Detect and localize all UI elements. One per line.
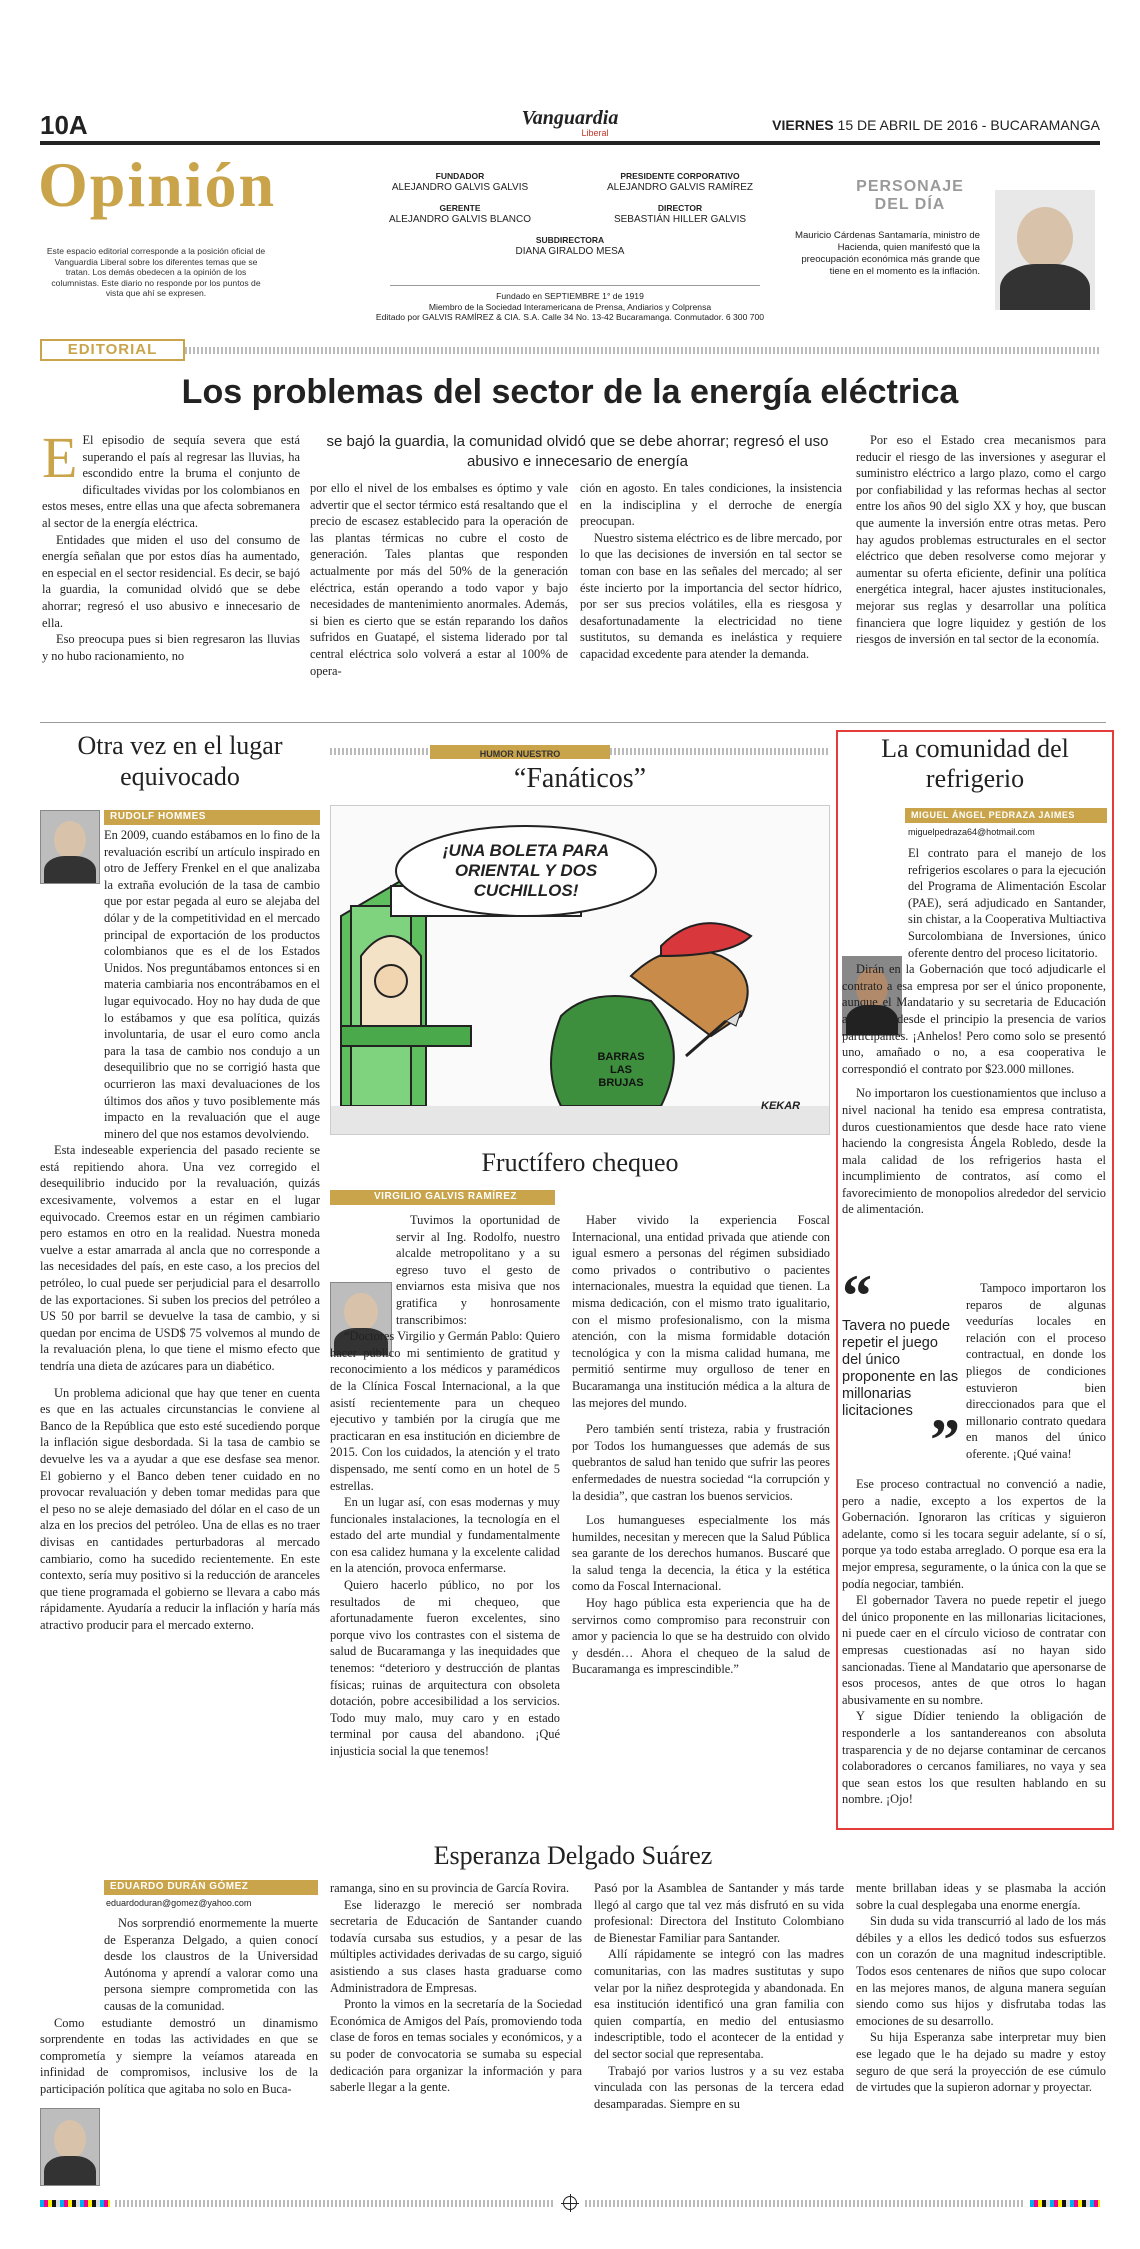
director-name: SEBASTIÁN HILLER GALVIS [613, 214, 747, 225]
refrigerio-p4: Tampoco importaron los reparos de algunas veedurías locales en relación con el proceso contractual, en donde los pliegos de condiciones estuvieron bien direccionados para que el millonario contrato quedara en manos del único oferente. ¡Qué vaina! [966, 1281, 1106, 1461]
editorial-headline: Los problemas del sector de la energía eléctrica [181, 373, 959, 411]
subdirectora-name: DIANA GIRALDO MESA [515, 246, 625, 257]
editorial-p6: Nuestro sistema eléctrico es de libre mercado, por lo que las decisiones de inversión en tal sector se toman con base en las señales del mercado; al ser éste incierto por la importancia del sector hídrico, por ser sus precios volátiles, ella es riesgosa y desafortunadamente la electricidad no tiene sustitutos, su demanda es inelástica y requiere capacidad excedente para atender la demanda. [580, 530, 842, 661]
editorial-p7: Por eso el Estado crea mecanismos para reducir el riesgo de las inversiones y asegurar el suministro eléctrico a largo plazo, como el cargo por confiabilidad y las reformas hechas al sector entre los años 90 del siglo XX y hoy, que buscan que aumente la inversión entre otras metas. Pero hay agudos problemas estructurales en el sector eléctrico que deben resolverse como mejorar y aumentar su oferta eficiente, definir una política energética integral, hacer ajustes institucionales, mejorar sus reglas y desarrollar una política financiera que logre liquidez y gestión de los riesgos de inversión en tal sector de la economía. [856, 433, 1106, 647]
esperanza-p4: Ese liderazgo le mereció ser nombrada secretaria de Educación de Santander cuando todavía cursaba sus estudios, y a pesar de las múltiples actividades derivadas de su cargo, siguió asistiendo a sus clases hasta graduarse como Administradora de Empresas. [330, 1897, 582, 1995]
cartoon-stripe-left [330, 748, 430, 755]
chequeo-p3: En un lugar así, con esas modernas y muy funcionales instalaciones, la tecnología en el estado del arte mundial y fundamentalmente con esa calidez humana y la excelente calidad en la atención, provoca enfermarse. [330, 1495, 560, 1576]
hommes-author [104, 810, 320, 825]
cartoon-stripe-right [610, 748, 830, 755]
chequeo-p5: Haber vivido la experiencia Foscal Internacional, una entidad privada que atiende con igual esmero a personas del régimen subsidiado como privados o contributivo o pacientes internacionales, muestra la equidad que tienen. La misma dedicación, con el mismo trato igualitario, con el mismo profesionalismo, con la misma atención, con la misma formidable dotación tecnológica y con la misma calidad humana, me permitió sentirme muy orgulloso de tener en Bucaramanga una institución médica a la altura de las mejores del mundo. [572, 1213, 830, 1410]
header-date [772, 116, 1100, 134]
founded-line: Fundado en SEPTIEMBRE 1° de 1919 [496, 291, 644, 301]
editorial-pullquote: se bajó la guardia, la comunidad olvidó que se debe ahorrar; regresó el uso abusivo e innecesario de energía [326, 433, 829, 470]
editorial-col2 [310, 480, 568, 679]
refrigerio-quote: Tavera no puede repetir el juego del único proponente en las millonarias licitaciones [842, 1318, 959, 1419]
editorial-col1 [42, 425, 300, 664]
masthead-divider [390, 285, 760, 286]
refrigerio-p6: El gobernador Tavera no puede repetir el juego del único proponente en las millonarias licitaciones, ni puede caer en el círculo vicioso de contratar con empresas cuestionadas así no hayan sido sancionadas. Tiene al Mandatario que apersonarse de esos procesos, antes de que otros lo hagan abusivamente en su nombre. [842, 1593, 1106, 1707]
gerente-label: GERENTE [439, 203, 481, 213]
cartoon-panel [330, 805, 830, 1135]
esperanza-author [104, 1880, 318, 1895]
hommes-p2: Esta indeseable experiencia del pasado reciente se está repitiendo ahora. Una vez corregido el desequilibrio inducido por la revaluación, quizás excesivamente, volvemos a estar en el lugar equivocado. Creemos estar en un régimen cambiario pero estamos en otro en la realidad. Nuestra moneda vuelve a estar amarrada al ancla que no corresponde a las necesidades del país, en este caso, a los precios del petróleo, lo cual puede ser perjudicial para el desarrollo de las exportaciones. Si suben los precios del petróleo a US 50 por barril se devuelve la tasa de cambio, y si quedan por encima de USD$ 75 volvemos al mundo de la revaluación plena, lo que tiene el mismo efecto que tendría una dieta de azúcares para un diabético. [40, 1143, 320, 1373]
subdirectora-label: SUBDIRECTORA [535, 235, 605, 245]
personaje-photo [995, 190, 1095, 310]
chequeo-title: Fructífero chequeo [481, 1148, 679, 1177]
refrigerio-quote-box [842, 1263, 960, 1473]
chequeo-p6: Pero también sentí tristeza, rabia y frustración por Todos los humanguesses que además de sus quebrantos de salud han tenido que sufrir las peores enfermedades de nuestra sociedad “la corrupción y la desidia”, que castran los buenos servicios. [572, 1422, 830, 1503]
personaje-title-1: PERSONAJE [856, 178, 964, 195]
refrigerio-title: La comunidad del refrigerio [881, 734, 1069, 793]
imprint [330, 291, 810, 323]
editorial-p4: por ello el nivel de los embalses es óptimo y vale advertir que el sector térmico está resaltando que el precio de escasez establecido para la operación de las plantas térmicas no cubre el costo de generación. Tales plantas que responden actualmente por más del 50% de la generación eléctrica, están operando a todo vapor y bajo necesidades de mantenimiento anormales. Además, si bien es cierto que se están reparando los daños sufridos en Guatapé, el sistema liderado por tal central eléctrica solo volverá a estar al 100% de opera- [310, 481, 568, 678]
section-note: Este espacio editorial corresponde a la posición oficial de Vanguardia Liberal sobre los diferentes temas que se tratan. Los demás obedecen a la opinión de los columnistas. Este diario no responde por los puntos de vista que ahí se expresen. [46, 246, 266, 299]
open-quote-icon: “ [842, 1263, 872, 1329]
editorial-stripe [185, 347, 1100, 354]
esperanza-col1 [40, 1915, 318, 2098]
section-divider [40, 722, 1106, 723]
refrigerio-p2: Dirán en la Gobernación que tocó adjudicarle el contrato a esa empresa por ser el único proponente, aunque el Mandatario y su secretaria de Educación anhelaban desde el principio la presencia de varios participantes. ¡Anhelos! Pero como solo se presentó uno, amañado o no, a esa cooperativa le correspondió el contrato por $23.000 millones. [842, 962, 1106, 1076]
editorial-dropcap: E [42, 425, 78, 490]
staff-box [360, 170, 780, 258]
editorial-p1: El episodio de sequía severa que está superando el país al regresar las lluvias, ha escondido entre la bruma el conjunto de dificultades vividas por los colombianos en estos meses, entre ellas una que afecta sobremanera al sector de la energía eléctrica. [42, 433, 300, 530]
editorial-p5: ción en agosto. En tales condiciones, la insistencia en la indisciplina y el derroche de energía preocupan. [580, 481, 842, 529]
gerente-name: ALEJANDRO GALVIS BLANCO [388, 214, 532, 225]
close-quote-icon: ” [930, 1407, 960, 1473]
footer-color-bar-right [1030, 2200, 1100, 2207]
refrigerio-p3: No importaron los cuestionamientos que incluso a nivel nacional ha tenido esa empresa contratista, duros cuestionamientos que desde hace rato viene haciendo la congresista Ángela Robledo, desde la mala calidad de los refrigerios hasta el incumplimiento de contratos, así como el favorecimiento de monopolios alrededor del servicio de alimentación. [842, 1086, 1106, 1217]
cartoon-title: “Fanáticos” [513, 763, 647, 794]
hommes-title: Otra vez en el lugar equivocado [77, 731, 283, 791]
chequeo-p7: Los humangueses especialmente los más humildes, necesitan y merecen que la Salud Pública sea garante de los derechos humanos. Buscaré que la salud tenga la decencia, la ética y la estética como da Foscal Internacional. [572, 1513, 830, 1594]
editorial-tag-text: EDITORIAL [67, 340, 158, 358]
chequeo-p2: “Doctores Virgilio y Germán Pablo: Quiero hacer público mi sentimiento de gratitud y reconocimiento a los médicos y paramédicos de la Clínica Foscal Internacional, a la que asistí recientemente para un chequeo ejecutivo y también por la cirugía que me practicaran en esa institución en diciembre de 2015. Con los cuidados, la atención y el trato dispensado, me sentí como en un hotel de 5 estrellas. [330, 1329, 560, 1493]
registration-mark-icon [563, 2196, 577, 2210]
esperanza-p5: Pronto la vimos en la secretaría de la Sociedad Económica de Amigos del País, promoviendo toda clase de foros en temas sociales y económicos, y a su poder de convocatoria se sumaba su especial dedicación para organizar la información y para saberle llegar a la gente. [330, 1997, 582, 2095]
esperanza-p2: Como estudiante demostró un dinamismo sorprendente en todas las actividades en que se comprometía y siempre la veíamos atareada en infinidad de compromisos, inclusive los de la participación política que agitaba no solo en Buca- [40, 2015, 318, 2096]
logo-text: Vanguardia [521, 107, 619, 129]
esperanza-p9: mente brillaban ideas y se plasmaba la acción sobre la cual desplegaba una enorme energía. [856, 1881, 1106, 1912]
hommes-body [40, 827, 320, 1634]
esperanza-email: eduardoduran@gomez@yahoo.com [106, 1898, 252, 1908]
esperanza-col4 [856, 1880, 1106, 2096]
header-date-text: 15 DE ABRIL DE 2016 - BUCARAMANGA [837, 117, 1100, 133]
footer-color-bar-left [40, 2200, 110, 2207]
refrigerio-p5: Ese proceso contractual no convenció a nadie, pero a nadie, excepto a los expertos de la Gobernación. Ignoraron las críticas y siguieron adelante, como si les tocara seguir adelante, sí o sí, porque ya todo estaba arreglado. O porque esa era la mejor empresa, seguramente, o la única con la que se podía negociar, también. [842, 1477, 1106, 1591]
hommes-p3: Un problema adicional que hay que tener en cuenta es que en las actuales circunstancias le conviene al Banco de la República que esto esté sucediendo porque la inflación sigue desbordada. Si la tasa de cambio se devuelve les va a ayudar a que ese desfase sea menor. El gobierno y el Banco deben tener cuidado en no provocar revaluación y deben tomar medidas para que el peso no se aleje demasiado del dólar en el caso de un alza en los precios del petróleo. Una de ellas es no traer divisas en cantidades perturbadoras al mercado cambiario, como ha sucedido recientemente. En este contexto, sería muy positivo si la reducción de aranceles que tiene programada el gobierno se llevara a cabo más rápidamente. Ayudaría a reducir la inflación y haría más atractivo producir para el mercado externo. [40, 1385, 320, 1632]
edited-line: Editado por GALVIS RAMÍREZ & CIA. S.A. Calle 34 No. 13-42 Bucaramanga. Conmutador. 6 300 700 [375, 312, 765, 323]
hommes-author-name: RUDOLF HOMMES [110, 811, 206, 823]
editorial-col4 [856, 432, 1106, 648]
opinion-title: Opinión [38, 149, 277, 220]
chequeo-col1 [330, 1212, 560, 1760]
refrigerio-body-top [842, 845, 1106, 1218]
chequeo-author-name: VIRGILIO GALVIS RAMÍREZ [374, 1191, 517, 1203]
chequeo-p1: Tuvimos la oportunidad de servir al Ing. Rodolfo, nuestro alcalde metropolitano y a su egreso tuvo el gesto de enviarnos esta misiva que nos gratifica y honrosamente transcribimos: [396, 1213, 560, 1327]
director-label: DIRECTOR [657, 203, 703, 213]
refrigerio-p1: El contrato para el manejo de los refrigerios escolares o para la ejecución del Programa de Alimentación Escolar (PAE), será adjudicado en Santander, sin chistar, a la Cooperativa Multiactiva Surcolombiana de Inversiones, único oferente dentro del proceso licitatorio. [908, 846, 1106, 960]
editorial-p2: Entidades que miden el uso del consumo de energía señalan que por estos días ha aumentado, en especial en el sector residencial. Es decir, se bajó la guardia, la comunidad olvidó que se debe ahorrar; regresó el uso abusivo e innecesario de ella. [42, 532, 300, 630]
personaje-title [850, 178, 970, 214]
cartoon-tag-text: HUMOR NUESTRO [479, 749, 561, 759]
esperanza-col3 [594, 1880, 844, 2112]
personaje-text: Mauricio Cárdenas Santamaría, ministro de Hacienda, quien manifestó que la preocupación económica más grande que tiene en el momento es la inflación. [794, 230, 980, 277]
esperanza-p11: Su hija Esperanza sabe interpretar muy bien ese legado que le ha dejado su madre y estoy seguro de que será la proyección de ese cúmulo de virtudes que la supieron adornar y proyectar. [856, 2030, 1106, 2095]
page-number: 10A [40, 110, 88, 140]
chequeo-col2 [572, 1212, 830, 1678]
esperanza-p3: ramanga, sino en su provincia de García Rovira. [330, 1881, 570, 1895]
esperanza-p8: Trabajó por varios lustros y a su vez estaba vinculada con las personas de la tercera edad desamparadas. Siempre en su [594, 2063, 844, 2111]
cartoon-signature: KEKAR [761, 1100, 801, 1112]
member-line: Miembro de la Sociedad Interamericana de Prensa, Andiarios y Colprensa [428, 301, 712, 312]
fundador-name: ALEJANDRO GALVIS GALVIS [391, 182, 529, 193]
chequeo-author [330, 1190, 555, 1205]
esperanza-p10: Sin duda su vida transcurrió al lado de los más débiles y a ellos les dedicó todos sus esfuerzos con un corazón de una magnitud indescriptible. Todos esos centenares de niños que supo colocar en las mejores manos, de alguna manera seguían siendo como sus hijos y disfrutaba todas las emociones de su desarrollo. [856, 1914, 1106, 2028]
presidente-name: ALEJANDRO GALVIS RAMÍREZ [607, 182, 753, 193]
refrigerio-p7: Y sigue Dídier teniendo la obligación de responderle a los santandereanos con absoluta trasparencia y de no dejarse contaminar de cercanos colaboradores o cercanos familiares, no vaya y sea que sean estos los que resulten hablando en su nombre. ¡Ojo! [842, 1709, 1106, 1807]
editorial-tag [40, 339, 185, 361]
chequeo-p8: Hoy hago pública esta experiencia que ha de servirnos como compromiso para reconstruir con amor y paciencia lo que se ha destruido con olvido y desdén… Ahora el chequeo de la salud de Bucaramanga es imprescindible.” [572, 1596, 830, 1677]
cartoon-bag-label: BARRAS LAS BRUJAS [597, 1051, 645, 1089]
logo-sub: Liberal [581, 128, 609, 138]
refrigerio-body-bottom [842, 1476, 1106, 1808]
refrigerio-author [905, 808, 1107, 823]
refrigerio-email: miguelpedraza64@hotmail.com [908, 827, 1035, 837]
header-day: VIERNES [772, 117, 834, 133]
chequeo-p4: Quiero hacerlo público, no por los resultados de mi chequeo, que afortunadamente fueron excelentes, sino porque vivo los contrastes con el sistema de salud de Bucaramanga y las inequidades que tenemos: “deterioro y destrucción de plantas físicas; ruinas de arquitectura con obsoleta dotación, pobre accesibilidad a los servicios. Todo muy malo, muy caro y en estado terminal por causa del abandono. ¡Qué injusticia social la que tenemos! [330, 1578, 560, 1758]
esperanza-p7: Allí rápidamente se integró con las madres comunitarias, con las madres sustitutas y supo velar por la niñez desprotegida y abandonada. En esa institución identificó una gran familia con quien compartía, en medio del entusiasmo indescriptible, todo el acontecer de la entidad y del sector social que representaba. [594, 1947, 844, 2061]
editorial-p3: Eso preocupa pues si bien regresaron las lluvias y no hubo racionamiento, no [42, 632, 300, 663]
fundador-label: FUNDADOR [435, 171, 485, 181]
presidente-label: PRESIDENTE CORPORATIVO [620, 171, 740, 181]
refrigerio-author-name: MIGUEL ÁNGEL PEDRAZA JAIMES [911, 810, 1075, 821]
cartoon-tag [430, 745, 610, 759]
footer-stripe-left [115, 2200, 555, 2207]
esperanza-photo [40, 2108, 100, 2186]
esperanza-title: Esperanza Delgado Suárez [433, 1841, 713, 1870]
hommes-p1: En 2009, cuando estábamos en lo fino de la revaluación escribí un artículo inspirado en otro de Jeffery Frenkel en el que analizaba la extraña evolución de la tasa de cambio que por estar pegada al euro se alejaba del dólar y de la competitividad en el mercado principal de exportación de los productos colombianos que es el de los Estados Unidos. Nos preguntábamos entonces si en materia cambiaria nos encontrábamos en el lugar equivocado. Hoy no hay duda de que lo estábamos y que esa política, quizás involuntaria, de usar el euro como ancla para la tasa de cambio nos condujo a un desequilibrio que no se corrigió hasta que ocurrieron las maxi devaluaciones de los últimos dos años y tuvo posiblemente más impacto en la revaluación que el auge minero del que nos estamos devolviendo. [104, 828, 320, 1141]
esperanza-p1: Nos sorprendió enormemente la muerte de Esperanza Delgado, a quien conocí desde los claustros de la Universidad Autónoma y aprendí a valorar como una persona siempre comprometida con las causas de la comunidad. [104, 1916, 318, 2013]
esperanza-col2 [330, 1880, 582, 2096]
cartoon-speech: ¡UNA BOLETA PARA ORIENTAL Y DOS CUCHILLOS! [442, 841, 610, 900]
personaje-title-2: DEL DÍA [874, 196, 946, 213]
esperanza-p6: Pasó por la Asamblea de Santander y más tarde llegó al cargo que tal vez más disfrutó en su vida profesional: Directora del Instituto Colombiano de Bienestar Familiar para Santander. [594, 1881, 844, 1945]
editorial-col3 [580, 480, 842, 663]
personaje-box [770, 170, 1100, 330]
footer-stripe-right [585, 2200, 1025, 2207]
header-rule [40, 141, 1100, 145]
newspaper-logo [500, 108, 640, 138]
refrigerio-side [966, 1280, 1106, 1463]
esperanza-author-name: EDUARDO DURÁN GÓMEZ [110, 1881, 249, 1893]
